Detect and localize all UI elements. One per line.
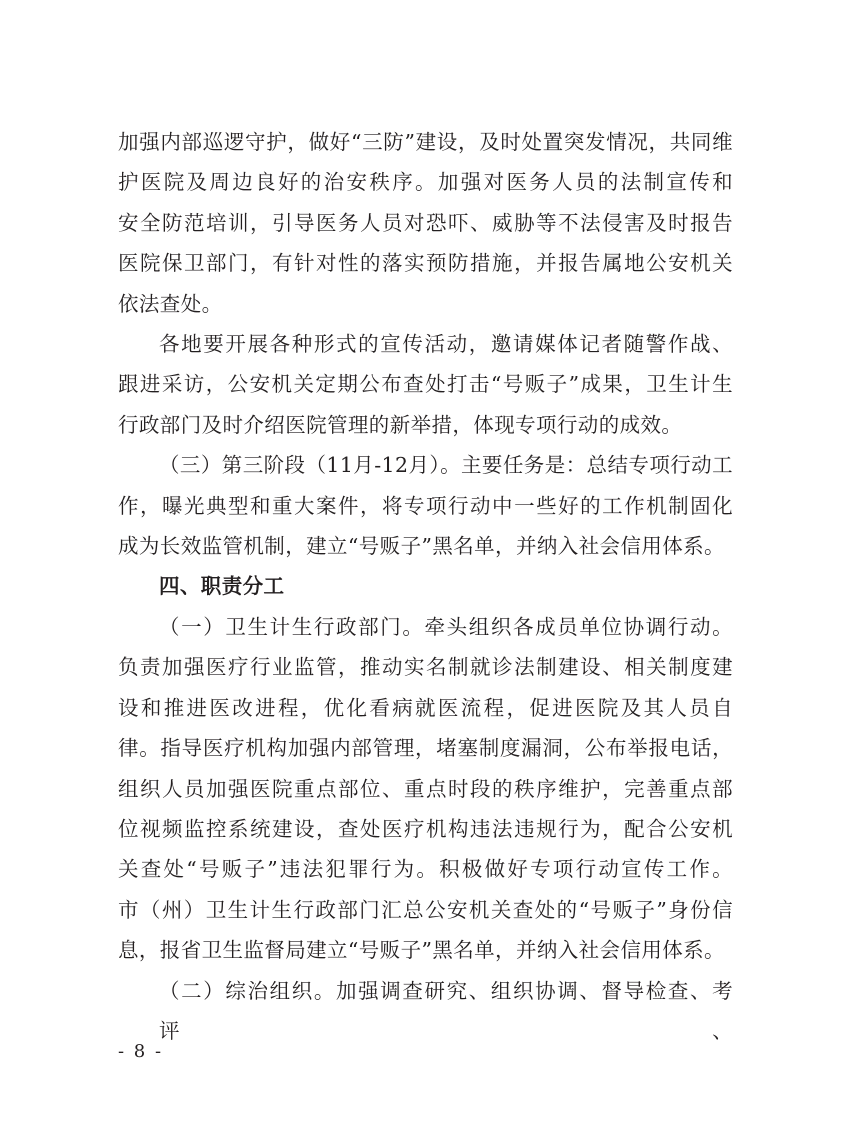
text-line: 成为长效监管机制，建立“号贩子”黑名单，并纳入社会信用体系。 xyxy=(118,534,725,559)
text-line: 医院保卫部门，有针对性的落实预防措施，并报告属地公安机关 xyxy=(118,251,733,276)
text-line: 负责加强医疗行业监管，推动实名制就诊法制建设、相关制度建 xyxy=(118,655,733,680)
text-line: 作，曝光典型和重大案件，将专项行动中一些好的工作机制固化 xyxy=(118,493,733,518)
text-line: 依法查处。 xyxy=(118,291,223,316)
body-text xyxy=(118,122,733,1051)
text-line: 跟进采访，公安机关定期公布查处打击“号贩子”成果，卫生计生 xyxy=(118,372,733,397)
text-line: 安全防范培训，引导医务人员对恐吓、威胁等不法侵害及时报告 xyxy=(118,210,733,235)
paragraph-2 xyxy=(118,324,733,445)
text-line: 各地要开展各种形式的宣传活动，邀请媒体记者随警作战、 xyxy=(159,332,733,357)
text-line: 关查处“号贩子”违法犯罪行为。积极做好专项行动宣传工作。 xyxy=(118,857,733,882)
text-line: 市（州）卫生计生行政部门汇总公安机关查处的“号贩子”身份信 xyxy=(118,897,733,922)
text-line: （三）第三阶段（11月-12月）。主要任务是：总结专项行动工 xyxy=(159,453,733,478)
text-line: 组织人员加强医院重点部位、重点时段的秩序维护，完善重点部 xyxy=(118,776,733,801)
paragraph-1 xyxy=(118,122,733,324)
text-line: 加强内部巡逻守护，做好“三防”建设，及时处置突发情况，共同维 xyxy=(118,130,733,154)
paragraph-5 xyxy=(118,971,733,1052)
paragraph-4 xyxy=(118,607,733,971)
text-line: （二）综治组织。加强调查研究、组织协调、督导检查、考评、 xyxy=(159,978,733,1043)
text-line: （一）卫生计生行政部门。牵头组织各成员单位协调行动。 xyxy=(159,614,733,639)
page-number: - 8 - xyxy=(118,1041,164,1062)
text-line: 设和推进医改进程，优化看病就医流程，促进医院及其人员自 xyxy=(118,695,733,720)
text-line: 律。指导医疗机构加强内部管理，堵塞制度漏洞，公布举报电话， xyxy=(118,736,733,761)
text-line: 息，报省卫生监督局建立“号贩子”黑名单，并纳入社会信用体系。 xyxy=(118,938,725,963)
text-line: 护医院及周边良好的治安秩序。加强对医务人员的法制宣传和 xyxy=(118,170,733,195)
text-line: 行政部门及时介绍医院管理的新举措，体现专项行动的成效。 xyxy=(118,412,683,437)
text-line: 位视频监控系统建设，查处医疗机构违法违规行为，配合公安机 xyxy=(118,816,733,841)
paragraph-3 xyxy=(118,445,733,566)
section-heading-text: 四、职责分工 xyxy=(159,574,285,599)
section-heading xyxy=(118,566,733,606)
